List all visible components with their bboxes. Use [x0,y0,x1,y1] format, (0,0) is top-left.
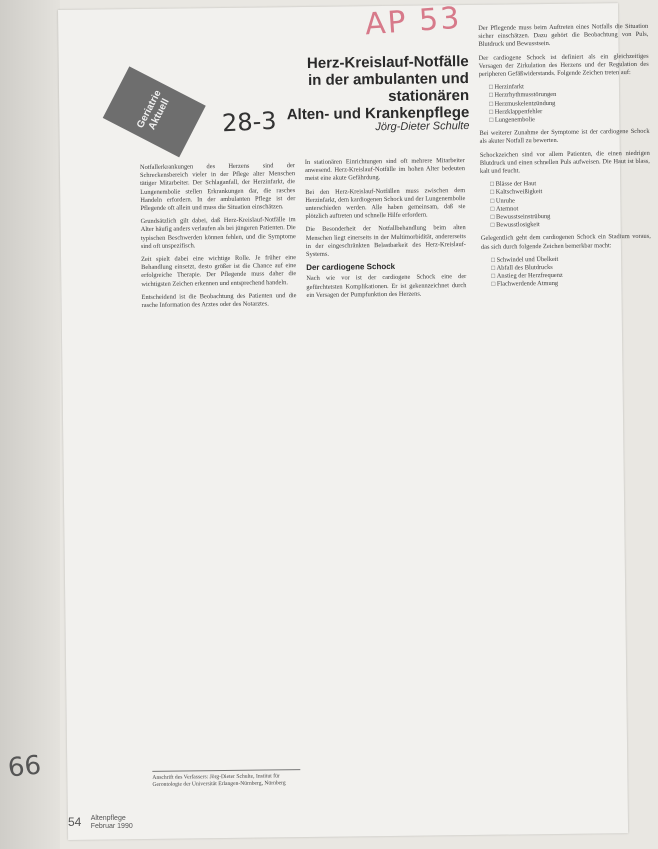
list-item: □ Anstieg der Herzfrequenz [491,271,651,281]
list-item: □ Lungenembolie [489,115,649,125]
list-item: □ Herzklappenfehler [489,107,649,117]
handwritten-reference: AP 53 [363,0,463,43]
page-number: 54 [68,815,82,830]
paragraph: Schockzeichen sind vor allem Patienten, die einen niedrigen Blutdruck und einen schnellen Puls aufweisen. Die Haut ist blass, kalt und feucht. [479,149,650,175]
list-item: □ Herzinfarkt [489,82,649,92]
list-item: □ Blässe der Haut [490,179,650,189]
scan-edge-shadow [0,0,60,849]
paragraph: Der cardiogene Schock ist definiert als ein gleichzeitiges Versagen der Zirkulation des Herzens und der Regulation des peripheren Gefäßwiderstands. Folgende Zeichen treten auf: [478,52,649,78]
paragraph: Die Besonderheit der Notfallbehandlung beim alten Menschen liegt einerseits in der Multimorbidität, andererseits in der eingeschränkten Belastbarkeit des Herz-Kreislauf-Systems. [305,224,466,259]
paragraph: Nach wie vor ist der cardiogene Schock eine der gefürchtetsten Komplikationen. Er ist gekennzeichnet durch ein Versagen der Pumpfunktion des Herzens. [306,273,467,299]
text-column-2 [305,157,473,809]
section-heading: Der cardiogene Schock [306,262,396,273]
list-item: □ Atemnot [490,204,650,214]
paragraph: Notfallerkrankungen des Herzens sind der Schreckensbereich vieler in der Pflege alter Menschen tätiger Mitarbeiter. Der Schlaganfall, der Herzinfarkt, die Lungenembolie stellen Erkrankungen dar, die rasches Handeln erfordern. In der ambulanten Pflege ist der Pflegende oft allein und muss die Situation einschätzen. [139,162,296,213]
paragraph: Der Pflegende muss beim Auftreten eines Notfalls die Situation sicher einschätzen. Dazu gehört die Beobachtung von Puls, Blutdruck und Bewusstsein. [478,22,649,49]
journal-info [91,815,133,831]
list-item: □ Bewusstlosigkeit [491,220,651,230]
list-item: □ Herzrhythmusstörungen [489,90,649,100]
checkbox-list-1 [479,82,649,125]
author-footnote: Anschrift des Verfassers: Jörg-Dieter Schulte, Institut für Gerontologie der Universität Erlangen-Nürnberg, Nürnberg [152,769,300,789]
list-item: □ Kaltschweißigkeit [490,187,650,197]
paragraph: Gelegentlich geht dem cardiogenen Schock ein Stadium voraus, das sich durch folgende Zeichen bemerkbar macht: [480,233,651,251]
list-item: □ Unruhe [490,195,650,205]
checkbox-list-2 [480,179,651,230]
list-item: □ Schwindel und Übelkeit [491,255,651,265]
paragraph: Grundsätzlich gilt dabei, daß Herz-Kreislauf-Notfälle im Alter häufig anders verlaufen als bei jüngeren Patienten. Die typischen Beschwerden können fehlen, und die Symptome sind oft unspezifisch. [140,216,296,250]
handwritten-bottom-number: 66 [6,750,43,784]
title-line-2: in der ambulanten und stationären [307,69,470,105]
article-author: Jörg-Dieter Schulte [375,119,470,134]
text-column-3 [478,23,658,815]
title-line-3: Alten- und Krankenpflege [286,103,470,124]
paragraph: In stationären Einrichtungen sind oft mehrere Mitarbeiter anwesend. Herz-Kreislauf-Notfälle im hohen Alter bedeuten meist eine akute Gefährdung. [304,157,466,183]
paragraph: Bei weiterer Zunahme der Symptome ist der cardiogene Schock als akuter Notfall zu bewerten. [479,128,650,146]
list-item: □ Herzmuskelentzündung [489,98,649,108]
list-item: □ Bewusstseinstrübung [491,212,651,222]
list-item: □ Abfall des Blutdrucks [491,263,651,273]
text-column-1 [140,162,302,764]
list-item: □ Flachwerdende Atmung [491,279,651,289]
paragraph: Entscheidend ist die Beobachtung des Patienten und die rasche Information des Arztes oder des Notarztes. [141,291,297,310]
paragraph: Bei den Herz-Kreislauf-Notfällen muss zwischen dem Herzinfarkt, dem kardiogenen Schock und der Lungenembolie unterschieden werden. Alle haben gemeinsam, daß sie plötzlich auftreten und schnelle Hilfe erfordern. [305,186,466,221]
journal-name: Altenpflege [90,815,126,822]
title-line-1: Herz-Kreislauf-Notfälle [306,52,469,72]
handwritten-number: 28-3 [221,106,278,138]
page-footer [68,815,133,831]
journal-issue: Februar 1990 [90,823,133,830]
section-badge: Geriatrie Aktuell [103,66,206,157]
paragraph: Zeit spielt dabei eine wichtige Rolle. Je früher eine Behandlung einsetzt, desto größer ist die Chance auf eine erfolgreiche Therapie. Der Pflegende muss daher die wichtigsten Zeichen erkennen und entsprechend handeln. [141,254,297,288]
article-page [58,0,651,840]
checkbox-list-3 [481,255,651,290]
